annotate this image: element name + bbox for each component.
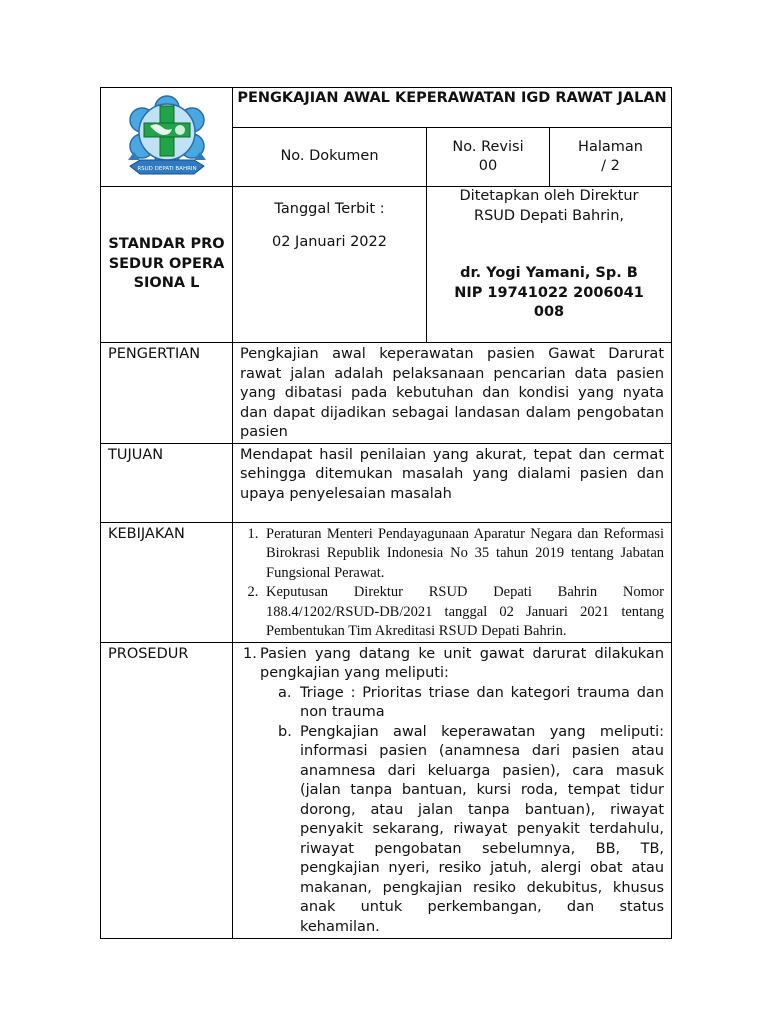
hospital-logo	[120, 90, 214, 184]
kebijakan-content	[233, 522, 672, 642]
tujuan-text: Mendapat hasil penilaian yang akurat, tepat dan cermat sehingga ditemukan masalah yang dialami pasien dan upaya penyelesaian masalah	[233, 443, 672, 522]
halaman-label: Halaman	[578, 138, 643, 155]
kebijakan-list	[240, 525, 664, 642]
sub-item-text: Triage : Prioritas triase dan kategori trauma dan non trauma	[300, 684, 665, 720]
no-dokumen-label: No. Dokumen	[233, 128, 427, 187]
halaman-cell	[550, 128, 672, 187]
pengertian-label: PENGERTIAN	[101, 343, 233, 444]
no-revisi-value: 00	[478, 158, 498, 175]
document-title: PENGKAJIAN AWAL KEPERAWATAN IGD RAWAT JALAN	[233, 88, 672, 128]
ribbon-text: RSUD DEPATI BAHRIN	[136, 166, 197, 172]
pengertian-text: Pengkajian awal keperawatan pasien Gawat Darurat rawat jalan adalah pelaksanaan pencarian data pasien yang dibatasi pada kebutuhan dan kondisi yang nyata dan dapat dijadikan sebagai landasan dalam pengobatan pasien	[233, 343, 672, 444]
prosedur-label: PROSEDUR	[101, 642, 233, 938]
sub-item-mark: a.	[278, 684, 292, 701]
kebijakan-label: KEBIJAKAN	[101, 522, 233, 642]
no-revisi-cell	[427, 128, 550, 187]
sub-item-text: Pengkajian awal keperawatan yang meliputi: informasi pasien (anamnesa dari pasien atau anamnesa dari keluarga pasien), cara masuk (jalan tanpa bantuan, kursi roda, tempat tidur dorong, atau jalan tanpa bantuan), riwayat penyakit sekarang, riwayat penyakit terdahulu, riwayat pengobatan sebelumnya, BB, TB, pengkajian nyeri, resiko jatuh, alergi obat atau makanan, pengkajian resiko dekubitus, khusus anak untuk perkembangan, dan status kehamilan.	[300, 723, 665, 935]
ditetapkan-cell	[427, 187, 672, 343]
tanggal-terbit-label: Tanggal Terbit :	[274, 201, 385, 217]
list-item	[278, 684, 664, 723]
list-item: 1. Peraturan Menteri Pendayagunaan Aparatur Negara dan Reformasi Birokrasi Republik Indonesia No 35 tahun 2019 tentang Jabatan Fungsional Perawat.	[262, 525, 664, 584]
prosedur-content	[233, 642, 672, 938]
signer-nip: NIP 19741022 2006041 008	[454, 284, 644, 320]
ditetapkan-text: Ditetapkan oleh Direktur RSUD Depati Bahrin,	[459, 188, 639, 224]
prosedur-item-text: Pasien yang datang ke unit gawat darurat dilakukan pengkajian yang meliputi:	[260, 645, 665, 681]
list-item	[240, 645, 664, 684]
logo-cell	[101, 88, 233, 187]
halaman-value: / 2	[601, 158, 620, 175]
prosedur-sublist	[240, 684, 664, 938]
sop-label: STANDAR PROSEDUR OPERASIONA L	[101, 187, 233, 343]
tanggal-terbit-value: 02 Januari 2022	[272, 233, 387, 250]
tanggal-terbit-cell	[233, 187, 427, 343]
tujuan-label: TUJUAN	[101, 443, 233, 522]
sop-table	[100, 87, 672, 939]
sub-item-mark: b.	[278, 723, 292, 740]
no-revisi-label: No. Revisi	[452, 138, 524, 155]
signer-name: dr. Yogi Yamani, Sp. B	[460, 265, 638, 281]
list-item	[278, 723, 664, 938]
prosedur-item-number: 1.	[243, 645, 257, 662]
list-item: 2. Keputusan Direktur RSUD Depati Bahrin Nomor 188.4/1202/RSUD-DB/2021 tanggal 02 Januari 2021 tentang Pembentukan Tim Akreditasi RSUD Depati Bahrin.	[262, 583, 664, 642]
